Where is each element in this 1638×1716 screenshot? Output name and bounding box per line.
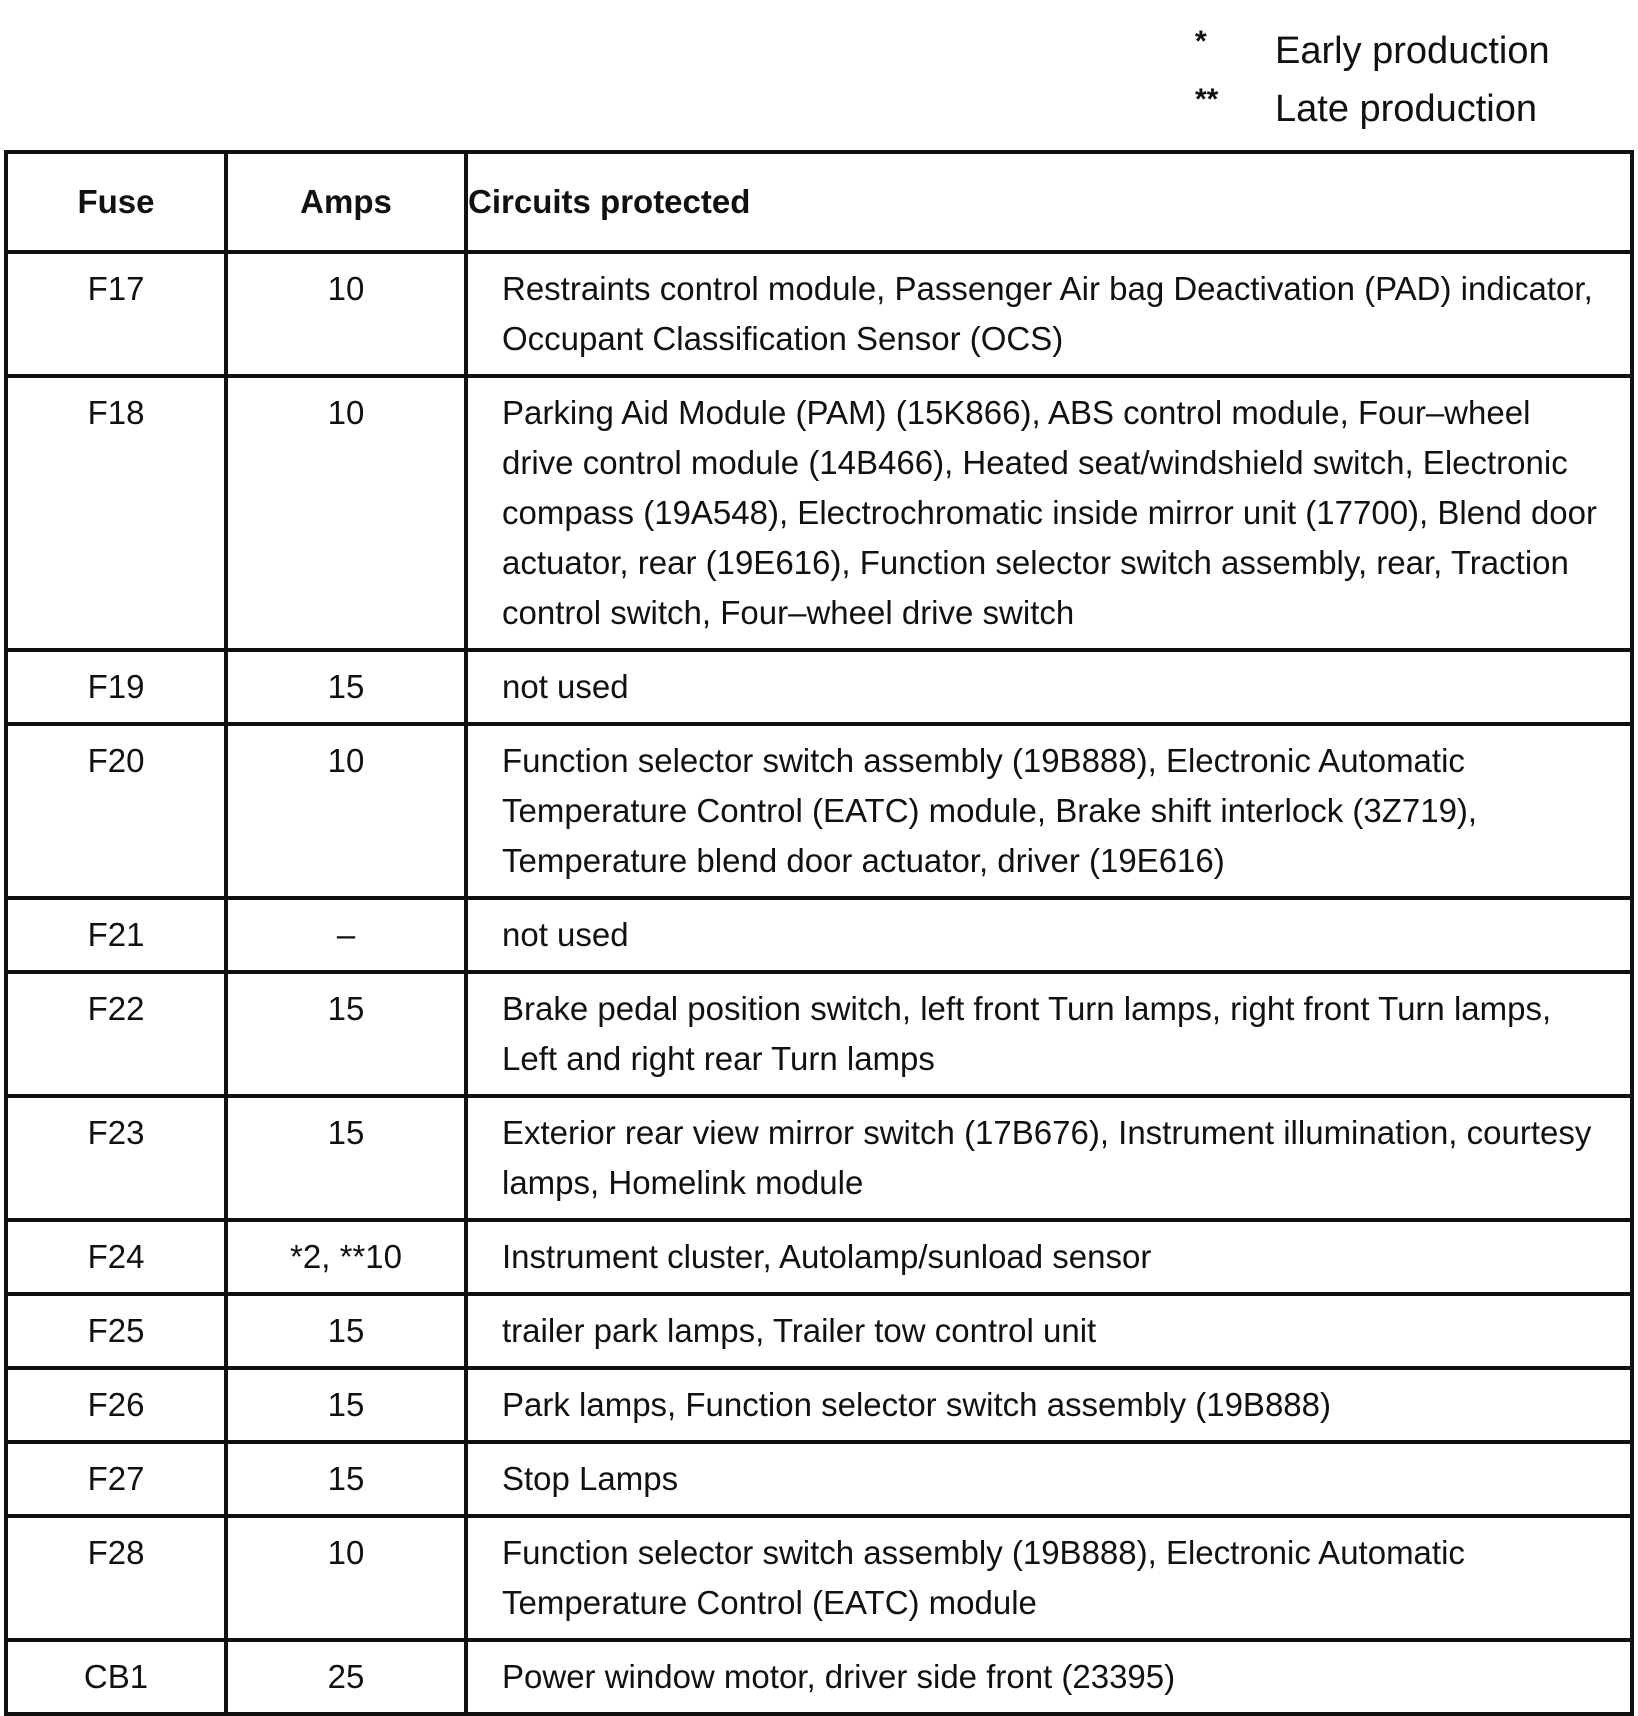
table-row <box>6 1368 1632 1442</box>
production-legend <box>1195 22 1615 138</box>
amps-cell: 15 <box>226 1442 466 1516</box>
fuse-cell: F27 <box>6 1442 226 1516</box>
fuse-cell: F17 <box>6 252 226 376</box>
circuits-cell: Parking Aid Module (PAM) (15K866), ABS control module, Four–wheel drive control module (14B466), Heated seat/windshield switch, Electronic compass (19A548), Electrochromatic inside mirror unit (17700), Blend door actuator, rear (19E616), Function selector switch assembly, rear, Traction control switch, Four–wheel drive switch <box>466 376 1632 650</box>
table-row <box>6 724 1632 898</box>
fuse-cell: F22 <box>6 972 226 1096</box>
amps-cell: 15 <box>226 650 466 724</box>
circuits-cell: trailer park lamps, Trailer tow control unit <box>466 1294 1632 1368</box>
fuse-cell: F21 <box>6 898 226 972</box>
circuits-cell: Restraints control module, Passenger Air bag Deactivation (PAD) indicator, Occupant Classification Sensor (OCS) <box>466 252 1632 376</box>
header-amps: Amps <box>226 152 466 252</box>
circuits-cell: Exterior rear view mirror switch (17B676), Instrument illumination, courtesy lamps, Homelink module <box>466 1096 1632 1220</box>
fuse-cell: F28 <box>6 1516 226 1640</box>
legend-late-production <box>1195 80 1615 138</box>
fuse-cell: F26 <box>6 1368 226 1442</box>
amps-cell: 10 <box>226 724 466 898</box>
table-row <box>6 650 1632 724</box>
fuse-cell: F19 <box>6 650 226 724</box>
table-row <box>6 1442 1632 1516</box>
fuse-cell: F24 <box>6 1220 226 1294</box>
amps-cell: 15 <box>226 1096 466 1220</box>
table-row <box>6 1096 1632 1220</box>
fuse-cell: F20 <box>6 724 226 898</box>
circuits-cell: Stop Lamps <box>466 1442 1632 1516</box>
amps-cell: *2, **10 <box>226 1220 466 1294</box>
amps-cell: 25 <box>226 1640 466 1714</box>
circuits-cell: Function selector switch assembly (19B888), Electronic Automatic Temperature Control (EATC) module <box>466 1516 1632 1640</box>
header-fuse: Fuse <box>6 152 226 252</box>
legend-mark-late: ** <box>1195 83 1219 116</box>
fuse-cell: F25 <box>6 1294 226 1368</box>
amps-cell: 10 <box>226 252 466 376</box>
legend-text-late: Late production <box>1275 88 1537 130</box>
circuits-cell: Function selector switch assembly (19B888), Electronic Automatic Temperature Control (EATC) module, Brake shift interlock (3Z719), Temperature blend door actuator, driver (19E616) <box>466 724 1632 898</box>
legend-text-early: Early production <box>1275 30 1550 72</box>
circuits-cell: Power window motor, driver side front (23395) <box>466 1640 1632 1714</box>
table-row <box>6 376 1632 650</box>
amps-cell: – <box>226 898 466 972</box>
circuits-cell: not used <box>466 650 1632 724</box>
table-row <box>6 252 1632 376</box>
table-row <box>6 1294 1632 1368</box>
table-row <box>6 898 1632 972</box>
amps-cell: 15 <box>226 1368 466 1442</box>
circuits-cell: Instrument cluster, Autolamp/sunload sensor <box>466 1220 1632 1294</box>
circuits-cell: not used <box>466 898 1632 972</box>
fuse-cell: F23 <box>6 1096 226 1220</box>
table-row <box>6 1640 1632 1714</box>
fuse-cell: F18 <box>6 376 226 650</box>
fuse-table <box>4 150 1634 1716</box>
header-circuits-protected: Circuits protected <box>466 152 1632 252</box>
legend-early-production <box>1195 22 1615 80</box>
table-header-row <box>6 152 1632 252</box>
table-row <box>6 972 1632 1096</box>
amps-cell: 10 <box>226 1516 466 1640</box>
circuits-cell: Brake pedal position switch, left front Turn lamps, right front Turn lamps, Left and right rear Turn lamps <box>466 972 1632 1096</box>
table-row <box>6 1516 1632 1640</box>
amps-cell: 15 <box>226 972 466 1096</box>
fuse-cell: CB1 <box>6 1640 226 1714</box>
amps-cell: 10 <box>226 376 466 650</box>
legend-mark-early: * <box>1195 25 1207 58</box>
table-row <box>6 1220 1632 1294</box>
circuits-cell: Park lamps, Function selector switch assembly (19B888) <box>466 1368 1632 1442</box>
amps-cell: 15 <box>226 1294 466 1368</box>
